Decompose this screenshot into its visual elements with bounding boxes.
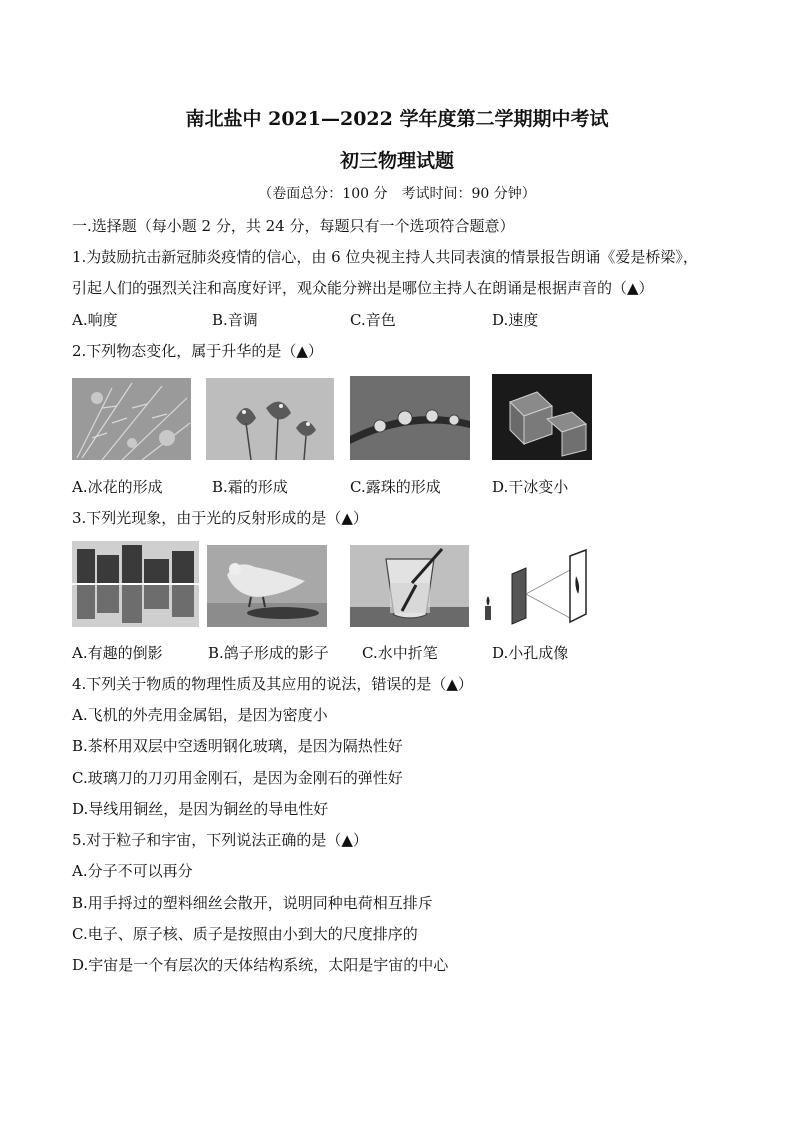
reflection-photo xyxy=(72,541,199,627)
q1-option-a: A.响度 xyxy=(72,311,118,329)
q3-option-d: D.小孔成像 xyxy=(492,644,569,662)
q2-option-c: C.露珠的形成 xyxy=(350,478,441,496)
q1-option-d: D.速度 xyxy=(492,311,539,329)
q1-option-c: C.音色 xyxy=(350,311,396,329)
pigeon-shadow-photo xyxy=(207,545,327,627)
q2-option-d: D.干冰变小 xyxy=(492,478,569,496)
exam-info: （卷面总分：100 分 考试时间：90 分钟） xyxy=(258,186,536,202)
q3-option-b: B.鸽子形成的影子 xyxy=(208,644,329,662)
section-heading: 一.选择题（每小题 2 分，共 24 分，每题只有一个选项符合题意） xyxy=(72,217,515,235)
frost-photo xyxy=(206,378,334,460)
exam-subtitle: 初三物理试题 xyxy=(339,150,454,172)
q1-stem-line2: 引起人们的强烈关注和高度好评，观众能分辨出是哪位主持人在朗诵是根据声音的（▲） xyxy=(72,279,654,297)
q3-option-a: A.有趣的倒影 xyxy=(72,644,163,662)
q3-stem: 3.下列光现象，由于光的反射形成的是（▲） xyxy=(72,509,368,527)
q4-option-b: B.茶杯用双层中空透明钢化玻璃，是因为隔热性好 xyxy=(72,737,403,755)
q5-option-a: A.分子不可以再分 xyxy=(72,862,193,880)
q5-option-c: C.电子、原子核、质子是按照由小到大的尺度排序的 xyxy=(72,925,418,943)
bent-pen-photo xyxy=(350,545,469,627)
q2-option-b: B.霜的形成 xyxy=(212,478,288,496)
q5-option-d: D.宇宙是一个有层次的天体结构系统，太阳是宇宙的中心 xyxy=(72,956,449,974)
q5-stem: 5.对于粒子和宇宙，下列说法正确的是（▲） xyxy=(72,831,368,849)
ice-flower-photo xyxy=(72,378,191,460)
dry-ice-photo xyxy=(492,374,592,460)
q2-option-a: A.冰花的形成 xyxy=(72,478,163,496)
exam-title: 南北盐中 2021—2022 学年度第二学期期中考试 xyxy=(185,108,609,130)
pinhole-diagram xyxy=(478,548,590,628)
q1-option-b: B.音调 xyxy=(212,311,258,329)
q2-stem: 2.下列物态变化，属于升华的是（▲） xyxy=(72,342,323,360)
q4-option-c: C.玻璃刀的刀刃用金刚石，是因为金刚石的弹性好 xyxy=(72,769,403,787)
q4-option-d: D.导线用铜丝，是因为铜丝的导电性好 xyxy=(72,800,329,818)
dew-photo xyxy=(350,376,470,460)
q5-option-b: B.用手捋过的塑料细丝会散开，说明同种电荷相互排斥 xyxy=(72,894,433,912)
q4-option-a: A.飞机的外壳用金属铝，是因为密度小 xyxy=(72,706,328,724)
q4-stem: 4.下列关于物质的物理性质及其应用的说法，错误的是（▲） xyxy=(72,675,473,693)
q1-stem-line1: 1.为鼓励抗击新冠肺炎疫情的信心，由 6 位央视主持人共同表演的情景报告朗诵《爱是桥梁》， xyxy=(72,248,698,266)
q3-option-c: C.水中折笔 xyxy=(362,644,438,662)
